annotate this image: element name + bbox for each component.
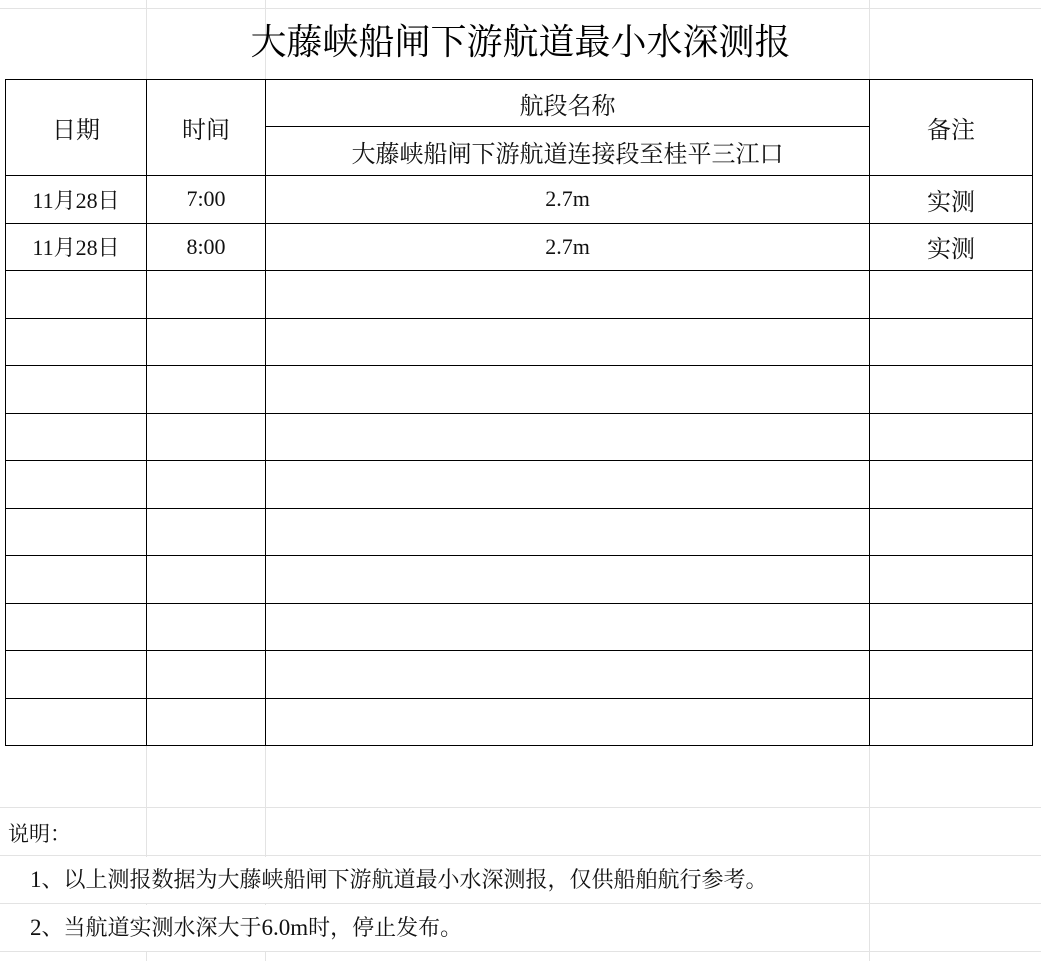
cell-remark[interactable]: 实测: [870, 176, 1033, 224]
empty-row: [6, 508, 1033, 556]
header-time[interactable]: 时间: [147, 80, 266, 176]
empty-row: [6, 271, 1033, 319]
note-2-text-pre: 、当航道实测水深大于: [41, 916, 262, 941]
empty-cell[interactable]: [6, 271, 147, 319]
empty-cell[interactable]: [870, 556, 1033, 604]
empty-cell[interactable]: [147, 366, 266, 414]
note-1: [30, 857, 774, 903]
grid-line: [0, 807, 1041, 808]
empty-cell[interactable]: [147, 651, 266, 699]
empty-cell[interactable]: [266, 651, 870, 699]
date-month-num: 11: [32, 187, 54, 213]
note-2: [30, 905, 468, 951]
report-title: 大藤峡船闸下游航道最小水深测报: [250, 22, 791, 63]
empty-cell[interactable]: [870, 508, 1033, 556]
empty-cell[interactable]: [6, 318, 147, 366]
note-1-number: 1: [30, 867, 42, 892]
note-2-number: 2: [30, 915, 42, 940]
empty-cell[interactable]: [266, 556, 870, 604]
grid-line: [0, 903, 1041, 904]
date-day-num: 28: [75, 187, 98, 213]
empty-cell[interactable]: [870, 413, 1033, 461]
empty-cell[interactable]: [6, 461, 147, 509]
empty-cell[interactable]: [147, 603, 266, 651]
empty-cell[interactable]: [870, 461, 1033, 509]
date-day-char: 日: [97, 236, 120, 262]
cell-time[interactable]: 8:00: [147, 223, 266, 271]
table-row: [6, 176, 1033, 224]
empty-cell[interactable]: [147, 413, 266, 461]
note-1-text: 、以上测报数据为大藤峡船闸下游航道最小水深测报，仅供船舶航行参考。: [41, 868, 768, 893]
cell-depth[interactable]: 2.7m: [266, 223, 870, 271]
notes-label: 说明：: [8, 814, 75, 854]
cell-date[interactable]: [6, 223, 147, 271]
empty-row: [6, 556, 1033, 604]
empty-cell[interactable]: [6, 698, 147, 746]
empty-row: [6, 366, 1033, 414]
empty-cell[interactable]: [266, 366, 870, 414]
empty-row: [6, 318, 1033, 366]
date-day-num: 28: [75, 235, 98, 261]
empty-cell[interactable]: [147, 508, 266, 556]
header-remark[interactable]: 备注: [870, 80, 1033, 176]
header-date[interactable]: 日期: [6, 80, 147, 176]
empty-cell[interactable]: [266, 461, 870, 509]
note-2-text-post: 时，停止发布。: [308, 916, 463, 941]
table-row: [6, 223, 1033, 271]
depth-report-table: [5, 79, 1033, 746]
empty-cell[interactable]: [6, 556, 147, 604]
empty-cell[interactable]: [870, 603, 1033, 651]
empty-row: [6, 651, 1033, 699]
empty-cell[interactable]: [870, 698, 1033, 746]
grid-line: [0, 855, 1041, 856]
cell-depth[interactable]: 2.7m: [266, 176, 870, 224]
empty-cell[interactable]: [147, 556, 266, 604]
empty-cell[interactable]: [6, 413, 147, 461]
empty-row: [6, 413, 1033, 461]
empty-row: [6, 603, 1033, 651]
date-month-num: 11: [32, 235, 54, 261]
empty-cell[interactable]: [6, 366, 147, 414]
empty-cell[interactable]: [147, 271, 266, 319]
empty-cell[interactable]: [266, 508, 870, 556]
note-2-value: 6.0m: [261, 915, 309, 940]
empty-cell[interactable]: [870, 318, 1033, 366]
empty-cell[interactable]: [870, 651, 1033, 699]
empty-cell[interactable]: [266, 271, 870, 319]
date-month-char: 月: [53, 188, 76, 214]
empty-cell[interactable]: [870, 366, 1033, 414]
date-month-char: 月: [53, 236, 76, 262]
date-day-char: 日: [97, 188, 120, 214]
empty-cell[interactable]: [147, 698, 266, 746]
empty-cell[interactable]: [6, 508, 147, 556]
empty-row: [6, 461, 1033, 509]
cell-date[interactable]: [6, 176, 147, 224]
grid-line: [0, 951, 1041, 952]
empty-cell[interactable]: [147, 318, 266, 366]
empty-row: [6, 698, 1033, 746]
empty-cell[interactable]: [266, 603, 870, 651]
empty-cell[interactable]: [147, 461, 266, 509]
empty-cell[interactable]: [870, 271, 1033, 319]
cell-remark[interactable]: 实测: [870, 223, 1033, 271]
empty-cell[interactable]: [266, 698, 870, 746]
header-segment-name[interactable]: 航段名称: [266, 80, 870, 127]
empty-cell[interactable]: [266, 413, 870, 461]
header-segment[interactable]: 大藤峡船闸下游航道连接段至桂平三江口: [266, 127, 870, 176]
cell-time[interactable]: 7:00: [147, 176, 266, 224]
empty-cell[interactable]: [266, 318, 870, 366]
empty-cell[interactable]: [6, 603, 147, 651]
empty-cell[interactable]: [6, 651, 147, 699]
